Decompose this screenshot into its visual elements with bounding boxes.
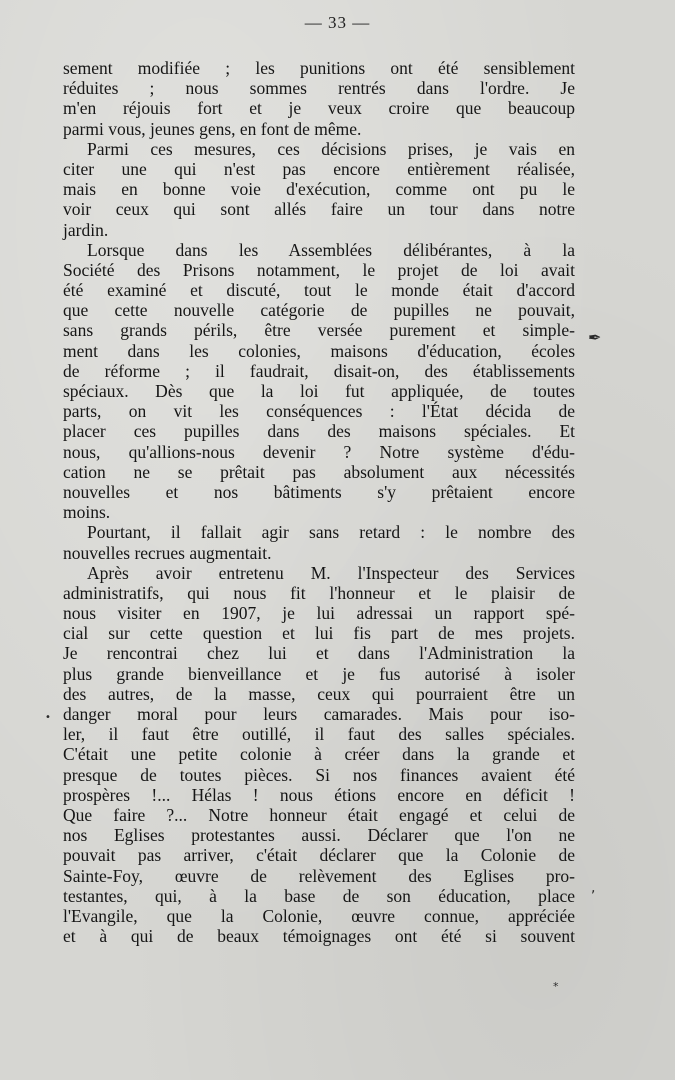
text-line: danger moral pour leurs camarades. Mais pour iso- bbox=[63, 704, 575, 724]
text-line: ler, il faut être outillé, il faut des salles spéciales. bbox=[63, 724, 575, 745]
text-line: cation ne se prêtait pas absolument aux nécessités bbox=[63, 461, 575, 482]
text-line: moins. bbox=[63, 502, 111, 523]
text-line: Après avoir entretenu M. l'Inspecteur des Services bbox=[87, 562, 575, 583]
text-line: nouvelles recrues augmentait. bbox=[63, 542, 272, 563]
text-line: et à qui de beaux témoignages ont été si souvent bbox=[63, 926, 575, 947]
text-line: sans grands périls, être versée purement et simple- bbox=[63, 320, 575, 341]
text-line: spéciaux. Dès que la loi fut appliquée, de toutes bbox=[63, 381, 575, 401]
text-line: pouvait pas arriver, c'était déclarer que la Colonie de bbox=[63, 845, 575, 866]
text-line: nous, qu'allions-nous devenir ? Notre système d'édu- bbox=[63, 441, 575, 462]
body-text bbox=[63, 58, 575, 946]
text-line: plus grande bienveillance et je fus autorisé à isoler bbox=[63, 663, 575, 684]
text-line: parmi vous, jeunes gens, en font de même. bbox=[63, 118, 362, 139]
ink-mark: ✒ bbox=[588, 328, 602, 347]
text-line: nous visiter en 1907, je lui adressai un rapport spé- bbox=[63, 603, 575, 624]
text-line: nouvelles et nos bâtiments s'y prêtaient encore bbox=[63, 481, 575, 502]
text-line: Parmi ces mesures, ces décisions prises, je vais en bbox=[87, 138, 575, 159]
text-line: l'Evangile, que la Colonie, œuvre connue, appréciée bbox=[63, 905, 575, 926]
text-line: des autres, de la masse, ceux qui pourraient être un bbox=[63, 683, 575, 704]
text-line: placer ces pupilles dans des maisons spéciales. Et bbox=[63, 421, 575, 442]
text-line: C'était une petite colonie à créer dans la grande et bbox=[63, 744, 575, 765]
text-line: citer une qui n'est pas encore entièrement réalisée, bbox=[63, 158, 575, 179]
text-line: Pourtant, il fallait agir sans retard : le nombre des bbox=[87, 522, 575, 543]
small-mark: * bbox=[553, 980, 559, 993]
text-line: voir ceux qui sont allés faire un tour dans notre bbox=[63, 199, 575, 220]
text-line: cial sur cette question et lui fis part de mes projets. bbox=[63, 623, 575, 644]
text-line: mais en bonne voie d'exécution, comme ont pu le bbox=[63, 179, 575, 200]
text-line: Lorsque dans les Assemblées délibérantes, à la bbox=[87, 239, 575, 260]
text-line: nos Eglises protestantes aussi. Déclarer que l'on ne bbox=[63, 825, 575, 846]
text-line: Sainte-Foy, œuvre de relèvement des Eglises pro- bbox=[63, 865, 575, 886]
margin-dot: • bbox=[45, 712, 51, 723]
text-line: réduites ; nous sommes rentrés dans l'ordre. Je bbox=[63, 78, 575, 99]
text-line: été examiné et discuté, tout le monde était d'accord bbox=[63, 280, 575, 301]
text-line: sement modifiée ; les punitions ont été sensiblement bbox=[63, 58, 575, 78]
text-line: Je rencontrai chez lui et dans l'Administration la bbox=[63, 643, 575, 664]
text-line: ment dans les colonies, maisons d'éducation, écoles bbox=[63, 340, 575, 361]
text-line: testantes, qui, à la base de son éducation, place bbox=[63, 885, 575, 906]
text-line: m'en réjouis fort et je veux croire que beaucoup bbox=[63, 98, 575, 119]
margin-mark: , bbox=[591, 880, 596, 896]
text-line: Société des Prisons notamment, le projet de loi avait bbox=[63, 259, 575, 280]
text-line: jardin. bbox=[63, 219, 109, 240]
text-line: prospères !... Hélas ! nous étions encore en déficit ! bbox=[63, 784, 575, 805]
text-line: Que faire ?... Notre honneur était engagé et celui de bbox=[63, 804, 575, 825]
text-line: presque de toutes pièces. Si nos finances avaient été bbox=[63, 764, 575, 785]
text-line: que cette nouvelle catégorie de pupilles ne pouvait, bbox=[63, 300, 575, 321]
page-number: — 33 — bbox=[304, 13, 371, 32]
text-line: parts, on vit les conséquences : l'État décida de bbox=[63, 401, 575, 422]
text-line: administratifs, qui nous fit l'honneur et le plaisir de bbox=[63, 582, 575, 603]
text-line: de réforme ; il faudrait, disait-on, des établissements bbox=[63, 360, 575, 381]
